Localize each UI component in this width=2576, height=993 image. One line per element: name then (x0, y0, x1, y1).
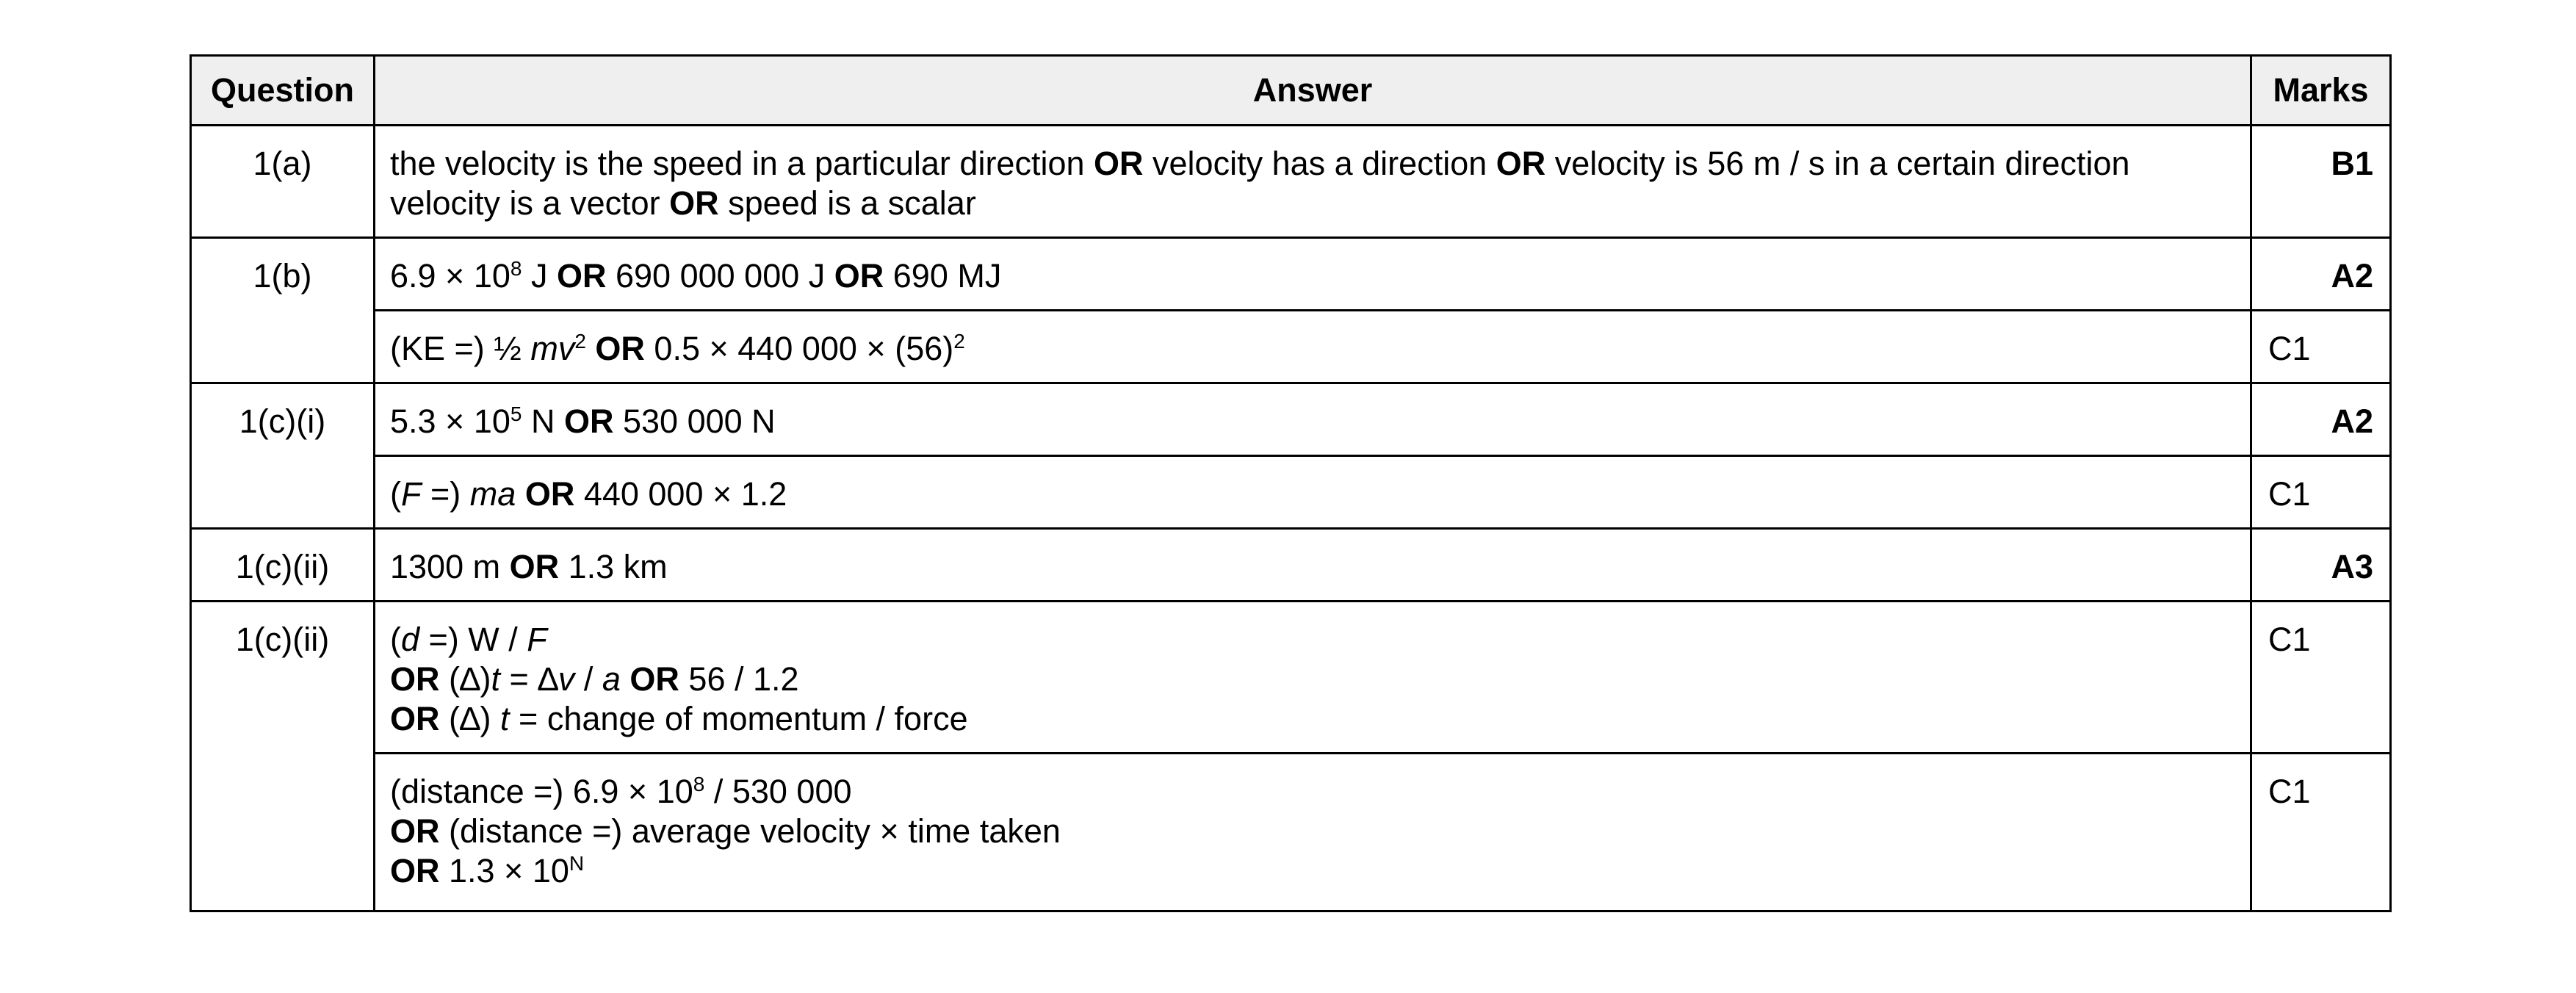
answer-cell (375, 456, 2251, 529)
keyword-or: OR (1094, 145, 1144, 182)
table-row (191, 383, 2391, 456)
superscript: 8 (510, 257, 522, 280)
marks-cell: B1 (2251, 126, 2391, 238)
answer-line (390, 184, 2235, 223)
answer-text: 690 MJ (884, 257, 1002, 295)
table-row (191, 529, 2391, 602)
answer-text: ( (390, 475, 401, 513)
answer-text: (distance =) average velocity × time taken (439, 812, 1061, 850)
answer-line (390, 329, 2235, 369)
superscript: 5 (510, 402, 522, 425)
answer-text: = change of momentum / force (509, 700, 968, 737)
answer-text: ( (390, 621, 401, 658)
answer-text: 5.3 × 10 (390, 402, 510, 440)
answer-text: =) (421, 475, 470, 513)
keyword-or: OR (390, 700, 440, 737)
keyword-or: OR (834, 257, 884, 295)
answer-line (390, 402, 2235, 441)
answer-text: / (574, 660, 602, 698)
answer-text: 56 / 1.2 (679, 660, 799, 698)
keyword-or: OR (595, 330, 645, 367)
answer-line (390, 620, 2235, 660)
answer-text: 1.3 × 10 (439, 852, 569, 889)
marks-cell: A3 (2251, 529, 2391, 602)
variable-symbol: t (491, 660, 501, 698)
keyword-or: OR (390, 812, 440, 850)
answer-text: (KE =) ½ (390, 330, 531, 367)
table-row (191, 754, 2391, 911)
variable-symbol: v (558, 660, 575, 698)
variable-symbol: mv (530, 330, 575, 367)
answer-text: velocity has a direction (1143, 145, 1496, 182)
answer-line (390, 812, 2235, 851)
answer-text: (∆) (439, 700, 501, 737)
table-row (191, 456, 2391, 529)
answer-cell (375, 754, 2251, 911)
marks-cell: C1 (2251, 754, 2391, 911)
answer-line (390, 772, 2235, 812)
question-number: 1(b) (191, 238, 375, 383)
question-number: 1(c)(ii) (191, 529, 375, 602)
answer-line (390, 660, 2235, 699)
answer-text (586, 330, 596, 367)
answer-cell (375, 529, 2251, 602)
answer-text: =) W / (419, 621, 527, 658)
keyword-or: OR (557, 257, 607, 295)
marks-cell: C1 (2251, 311, 2391, 383)
keyword-or: OR (669, 184, 719, 222)
answer-line (390, 474, 2235, 514)
variable-symbol: d (401, 621, 420, 658)
answer-text: 6.9 × 10 (390, 257, 510, 295)
keyword-or: OR (564, 402, 614, 440)
variable-symbol: t (500, 700, 510, 737)
answer-cell (375, 383, 2251, 456)
answer-line (390, 547, 2235, 587)
answer-text: 1300 m (390, 548, 510, 585)
answer-text: speed is a scalar (718, 184, 976, 222)
marks-cell: A2 (2251, 238, 2391, 311)
answer-text (621, 660, 630, 698)
question-number: 1(a) (191, 126, 375, 238)
variable-symbol: a (602, 660, 621, 698)
answer-line (390, 144, 2235, 184)
answer-text: velocity is a vector (390, 184, 670, 222)
answer-text: 690 000 000 J (606, 257, 834, 295)
answer-text (516, 475, 525, 513)
answer-text: N (522, 402, 564, 440)
mark-scheme-table (190, 54, 2392, 912)
answer-cell (375, 238, 2251, 311)
answer-line (390, 699, 2235, 739)
answer-column-header: Answer (375, 56, 2251, 126)
variable-symbol: F (401, 475, 422, 513)
keyword-or: OR (509, 548, 560, 585)
answer-text: 440 000 × 1.2 (574, 475, 787, 513)
superscript: 2 (574, 330, 586, 353)
answer-text: 530 000 N (613, 402, 776, 440)
keyword-or: OR (1496, 145, 1546, 182)
answer-cell (375, 311, 2251, 383)
answer-text: the velocity is the speed in a particular direction (390, 145, 1094, 182)
answer-line (390, 851, 2235, 891)
keyword-or: OR (390, 852, 440, 889)
table-row (191, 238, 2391, 311)
answer-text: J (522, 257, 557, 295)
table-row (191, 602, 2391, 754)
marks-column-header: Marks (2251, 56, 2391, 126)
superscript: 8 (693, 773, 705, 795)
marks-cell: A2 (2251, 383, 2391, 456)
table-row (191, 126, 2391, 238)
table-row (191, 311, 2391, 383)
answer-cell (375, 126, 2251, 238)
marks-cell: C1 (2251, 456, 2391, 529)
question-column-header: Question (191, 56, 375, 126)
answer-text: 1.3 km (559, 548, 668, 585)
answer-text: (distance =) 6.9 × 10 (390, 773, 693, 810)
answer-text: 0.5 × 440 000 × (56) (644, 330, 954, 367)
keyword-or: OR (390, 660, 440, 698)
superscript: N (569, 852, 585, 875)
answer-line (390, 256, 2235, 296)
answer-text: = ∆ (500, 660, 558, 698)
keyword-or: OR (629, 660, 679, 698)
variable-symbol: ma (469, 475, 516, 513)
answer-text: (∆) (439, 660, 491, 698)
keyword-or: OR (524, 475, 575, 513)
answer-text: velocity is 56 m / s in a certain direction (1545, 145, 2130, 182)
answer-cell (375, 602, 2251, 754)
question-number: 1(c)(i) (191, 383, 375, 529)
question-number: 1(c)(ii) (191, 602, 375, 911)
variable-symbol: F (527, 621, 547, 658)
answer-text: / 530 000 (704, 773, 852, 810)
header-row (191, 56, 2391, 126)
superscript: 2 (953, 330, 965, 353)
marks-cell: C1 (2251, 602, 2391, 754)
